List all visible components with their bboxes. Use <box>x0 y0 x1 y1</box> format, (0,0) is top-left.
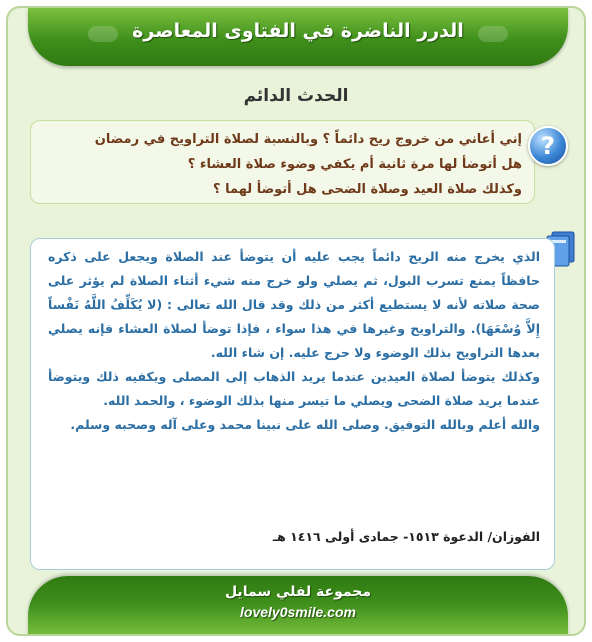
answer-paragraph: الذي يخرج منه الريح دائماً يجب عليه أن يتوضأ عند الصلاة ويجعل على ذكره حافظاً يمنع تسرب البول، ثم يصلي ولو خرج منه شيء أثناء الصلاة لم يؤثر على صحة صلاته لأنه لا يستطيع أكثر من ذلك وقد قال الله تعالى : (لا يُكَلِّفُ اللَّهُ نَفْساً إِلاَّ وُسْعَهَا). والتراويح وغيرها في هذا سواء ، فإذا توضأ لصلاة العشاء فإنه يصلي بعدها التراويح بذلك الوضوء ولا حرج عليه. إن شاء الله. <box>48 249 540 360</box>
question-line: إني أعاني من خروج ريح دائماً ؟ وبالنسبة لصلاة التراويح في رمضان <box>94 132 522 147</box>
footer-banner <box>28 576 568 636</box>
answer-paragraph: وكذلك يتوضأ لصلاة العيدين عندما يريد الذهاب إلى المصلى ويكفيه ذلك ويتوضأ عندما يريد صلاة الضحى ويصلي ما تيسر منها بذلك الوضوء ، والحمد الله. <box>48 369 540 408</box>
fatwa-subtitle: الحدث الدائم <box>243 86 349 106</box>
footer-url[interactable]: lovely0smile.com <box>240 604 356 620</box>
answer-paragraph: والله أعلم وبالله التوفيق. وصلى الله على نبينا محمد وعلى آله وصحبه وسلم. <box>70 417 540 432</box>
footer-brand: مجموعة لفلي سمايل <box>224 584 372 600</box>
page-frame <box>6 6 586 636</box>
answer-text <box>48 245 540 437</box>
fatwa-source: الفوزان/ الدعوة ١٥١٣- جمادى أولى ١٤١٦ هـ <box>272 529 540 544</box>
header-banner <box>28 8 568 66</box>
question-box <box>30 120 535 204</box>
question-text <box>52 127 522 202</box>
question-line: هل أتوضأ لها مرة ثانية أم يكفي وضوء صلاة العشاء ؟ <box>187 157 522 172</box>
answer-box <box>30 238 555 570</box>
page-title: الدرر الناضرة في الفتاوى المعاصرة <box>132 20 464 42</box>
question-icon: ? <box>528 126 568 166</box>
question-line: وكذلك صلاة العيد وصلاة الضحى هل أتوضأ لهما ؟ <box>213 182 522 197</box>
